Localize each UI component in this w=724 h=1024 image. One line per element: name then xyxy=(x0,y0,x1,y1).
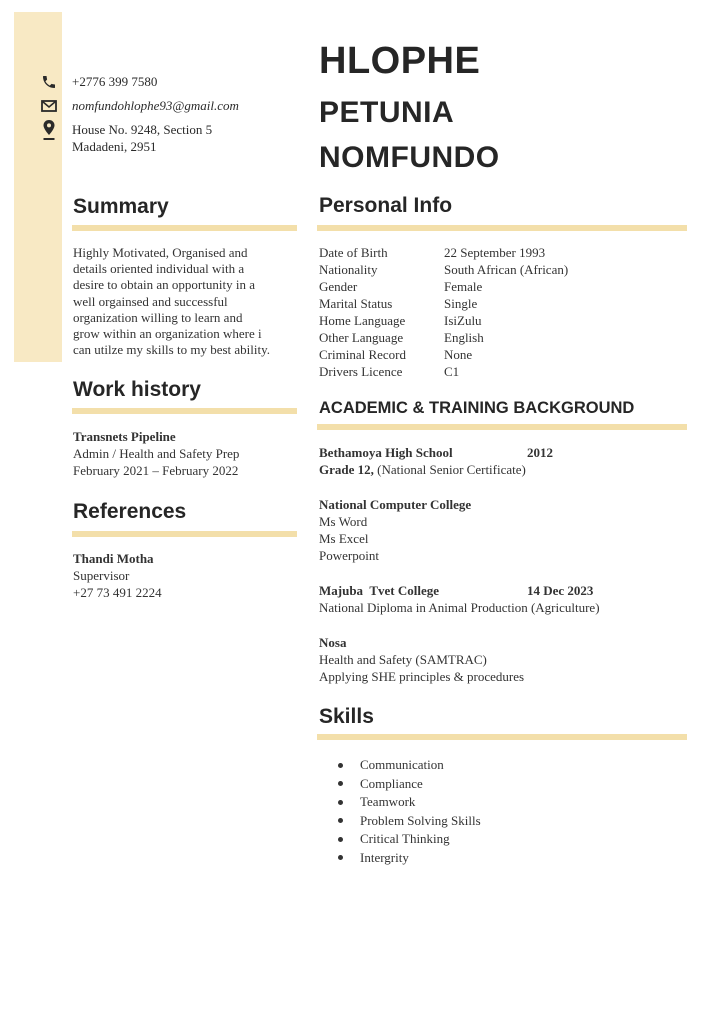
info-label: Marital Status xyxy=(319,296,393,311)
bullet-icon xyxy=(338,818,343,823)
skills-list xyxy=(338,756,481,867)
summary-line: well orgainsed and successful xyxy=(73,293,228,309)
info-label: Home Language xyxy=(319,313,406,328)
bullet-icon xyxy=(338,781,343,786)
summary-divider xyxy=(72,225,297,231)
contact-phone xyxy=(40,73,157,90)
institution-name: Nosa xyxy=(319,635,347,650)
skill-item xyxy=(338,812,481,831)
academic-entry xyxy=(319,444,553,478)
skill-label: Communication xyxy=(360,757,444,772)
middle-name-heading: NOMFUNDO xyxy=(319,141,500,174)
skills-divider xyxy=(317,734,687,740)
reference-name: Thandi Motha xyxy=(73,551,154,566)
skill-label: Problem Solving Skills xyxy=(360,812,481,828)
personal-info-row xyxy=(319,312,568,329)
academic-heading: ACADEMIC & TRAINING BACKGROUND xyxy=(319,399,635,417)
skill-label: Compliance xyxy=(360,775,423,791)
skill-item xyxy=(338,756,481,775)
address-line-2: Madadeni, 2951 xyxy=(72,139,157,154)
info-value: IsiZulu xyxy=(444,313,482,328)
work-history-heading: Work history xyxy=(73,378,201,401)
personal-info-row xyxy=(319,363,568,380)
bullet-icon xyxy=(338,800,343,805)
course-item: Powerpoint xyxy=(319,548,379,563)
sidebar-accent-band xyxy=(14,12,62,362)
summary-line: grow within an organization where i xyxy=(73,326,262,342)
work-history-divider xyxy=(72,408,297,414)
grade-label: Grade 12, xyxy=(319,462,374,477)
academic-entry xyxy=(319,582,600,616)
course-item: Health and Safety (SAMTRAC) xyxy=(319,652,487,667)
summary-heading: Summary xyxy=(73,195,169,218)
skill-label: Intergrity xyxy=(360,849,409,865)
info-label: Gender xyxy=(319,279,358,294)
skill-label: Critical Thinking xyxy=(360,831,450,846)
summary-line: Highly Motivated, Organised and xyxy=(73,245,248,260)
reference-phone: +27 73 491 2224 xyxy=(73,585,162,600)
course-item: Ms Excel xyxy=(319,531,369,546)
phone-icon xyxy=(40,73,58,90)
work-period: February 2021 – February 2022 xyxy=(73,463,239,478)
envelope-icon xyxy=(40,97,58,114)
info-label: Nationality xyxy=(319,262,378,277)
surname-heading: HLOPHE xyxy=(319,40,481,82)
institution-name: National Computer College xyxy=(319,497,472,512)
map-pin-icon xyxy=(40,121,58,138)
skills-heading: Skills xyxy=(319,705,374,728)
summary-line: organization willing to learn and xyxy=(73,309,243,325)
personal-info-divider xyxy=(317,225,687,231)
bullet-icon xyxy=(338,837,343,842)
institution-name: Majuba Tvet College xyxy=(319,583,439,598)
bullet-icon xyxy=(338,855,343,860)
first-name-heading: PETUNIA xyxy=(319,96,455,129)
work-company: Transnets Pipeline xyxy=(73,429,176,444)
work-history-entry xyxy=(73,428,239,479)
course-item: Ms Word xyxy=(319,514,368,529)
skill-item xyxy=(338,775,481,794)
contact-email xyxy=(40,97,239,114)
institution-date: 2012 xyxy=(527,445,553,460)
info-value: South African (African) xyxy=(444,262,569,277)
personal-info-row xyxy=(319,329,568,346)
personal-info-row xyxy=(319,295,568,312)
personal-info-row xyxy=(319,261,568,278)
personal-info-table xyxy=(319,244,568,380)
personal-info-heading: Personal Info xyxy=(319,194,453,217)
institution-date: 14 Dec 2023 xyxy=(527,583,594,598)
summary-line: details oriented individual with a xyxy=(73,261,245,277)
info-value: English xyxy=(444,330,484,345)
skill-item xyxy=(338,830,481,849)
academic-entry xyxy=(319,634,524,685)
info-label: Date of Birth xyxy=(319,245,388,260)
personal-info-row xyxy=(319,346,568,363)
info-value: None xyxy=(444,347,473,362)
academic-entry xyxy=(319,496,471,564)
skill-label: Teamwork xyxy=(360,794,416,809)
reference-entry xyxy=(73,550,162,601)
skill-item xyxy=(338,849,481,868)
skill-item xyxy=(338,793,481,812)
institution-name: Bethamoya High School xyxy=(319,445,453,460)
summary-line: can utilze my skills to my best ability. xyxy=(73,342,271,358)
course-item: Applying SHE principles & procedures xyxy=(319,669,525,684)
email-address[interactable]: nomfundohlophe93@gmail.com xyxy=(72,98,239,113)
info-value: Female xyxy=(444,279,483,294)
personal-info-row xyxy=(319,244,568,261)
references-heading: References xyxy=(73,500,187,523)
work-role: Admin / Health and Safety Prep xyxy=(73,446,240,461)
address-line-1: House No. 9248, Section 5 xyxy=(72,122,213,137)
info-label: Drivers Licence xyxy=(319,364,403,379)
info-label: Criminal Record xyxy=(319,347,407,362)
info-value: 22 September 1993 xyxy=(444,245,546,260)
contact-address xyxy=(40,121,212,155)
info-label: Other Language xyxy=(319,330,404,345)
info-value: Single xyxy=(444,296,478,311)
reference-title: Supervisor xyxy=(73,568,130,583)
qualification: (National Senior Certificate) xyxy=(377,462,526,477)
references-divider xyxy=(72,531,297,537)
phone-number: +2776 399 7580 xyxy=(72,74,158,89)
info-value: C1 xyxy=(444,364,460,379)
summary-text xyxy=(73,245,303,358)
qualification: National Diploma in Animal Production (Agriculture) xyxy=(319,600,600,615)
bullet-icon xyxy=(338,763,343,768)
academic-divider xyxy=(317,424,687,430)
summary-line: desire to obtain an opportunity in a xyxy=(73,277,255,293)
personal-info-row xyxy=(319,278,568,295)
